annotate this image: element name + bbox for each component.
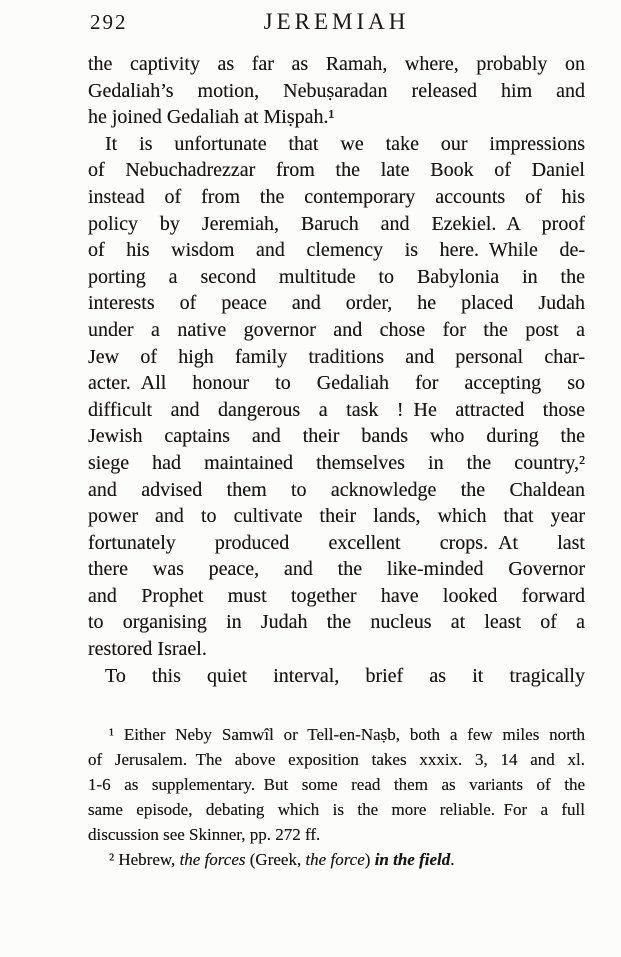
footnote-line: same episode, debating which is the more reliable. For a full bbox=[88, 800, 585, 820]
text-line: Gedaliah’s motion, Nebuṣaradan released him and bbox=[88, 79, 585, 102]
footnote-line bbox=[88, 847, 585, 872]
text-line: difficult and dangerous a task ! He attracted those bbox=[88, 398, 585, 421]
footnote-line: ¹ Either Neby Samwîl or Tell-en-Naṣb, both a few miles north bbox=[109, 725, 585, 745]
footnote-2-text: (Greek, bbox=[245, 850, 306, 870]
text-line: Jewish captains and their bands who during the bbox=[88, 425, 585, 448]
text-line: he joined Gedaliah at Miṣpah.¹ bbox=[88, 106, 335, 129]
text-line: siege had maintained themselves in the country,² bbox=[88, 451, 585, 474]
footnotes bbox=[88, 722, 585, 872]
page-number: 292 bbox=[90, 10, 128, 34]
text-line: of his wisdom and clemency is here. While de- bbox=[88, 239, 585, 262]
text-line: the captivity as far as Ramah, where, probably on bbox=[88, 53, 585, 75]
text-line: porting a second multitude to Babylonia in the bbox=[88, 265, 585, 288]
text-line: under a native governor and chose for the post a bbox=[88, 318, 585, 341]
paragraph-1 bbox=[88, 51, 585, 131]
footnote-2-italic: the forces bbox=[179, 850, 246, 870]
text-line: interests of peace and order, he placed Judah bbox=[88, 292, 585, 315]
text-line: It is unfortunate that we take our impressions bbox=[105, 132, 585, 155]
footnote-1 bbox=[88, 722, 585, 847]
text-line: restored Israel. bbox=[88, 638, 207, 661]
footnote-2-italic: the force bbox=[305, 850, 365, 870]
text-line: Jew of high family traditions and personal char- bbox=[88, 345, 585, 368]
text-line: there was peace, and the like-minded Governor bbox=[88, 558, 585, 581]
text-line: and Prophet must together have looked forward bbox=[88, 584, 585, 607]
text-line: acter. All honour to Gedaliah for accepting so bbox=[88, 372, 585, 395]
page-content bbox=[88, 10, 585, 872]
footnote-2-italic: in the field bbox=[374, 850, 451, 870]
footnote-2-text: ² Hebrew, bbox=[109, 850, 180, 870]
text-line: power and to cultivate their lands, which that year bbox=[88, 505, 585, 528]
text-line: policy by Jeremiah, Baruch and Ezekiel. A proof bbox=[88, 212, 585, 235]
text-line: and advised them to acknowledge the Chaldean bbox=[88, 478, 585, 501]
footnote-line: discussion see Skinner, pp. 272 ff. bbox=[88, 825, 321, 845]
text-line: to organising in Judah the nucleus at least of a bbox=[88, 611, 585, 634]
text-line: instead of from the contemporary accounts of his bbox=[88, 185, 585, 208]
footnote-line: of Jerusalem. The above exposition takes xxxix. 3, 14 and xl. bbox=[88, 750, 585, 770]
text-line: of Nebuchadrezzar from the late Book of Daniel bbox=[88, 159, 585, 182]
footnote-2-text: . bbox=[450, 850, 455, 870]
footnote-2 bbox=[88, 847, 585, 872]
paragraph-2 bbox=[88, 131, 585, 663]
text-line: fortunately produced excellent crops. At last bbox=[88, 531, 585, 554]
paragraph-3 bbox=[88, 663, 585, 690]
running-title: JEREMIAH bbox=[263, 9, 410, 34]
text-line: To this quiet interval, brief as it tragically bbox=[105, 664, 585, 687]
footnote-2-text: ) bbox=[364, 850, 375, 870]
running-head bbox=[88, 10, 585, 36]
footnote-line: 1-6 as supplementary. But some read them as variants of the bbox=[88, 775, 585, 795]
body-text bbox=[88, 51, 585, 689]
